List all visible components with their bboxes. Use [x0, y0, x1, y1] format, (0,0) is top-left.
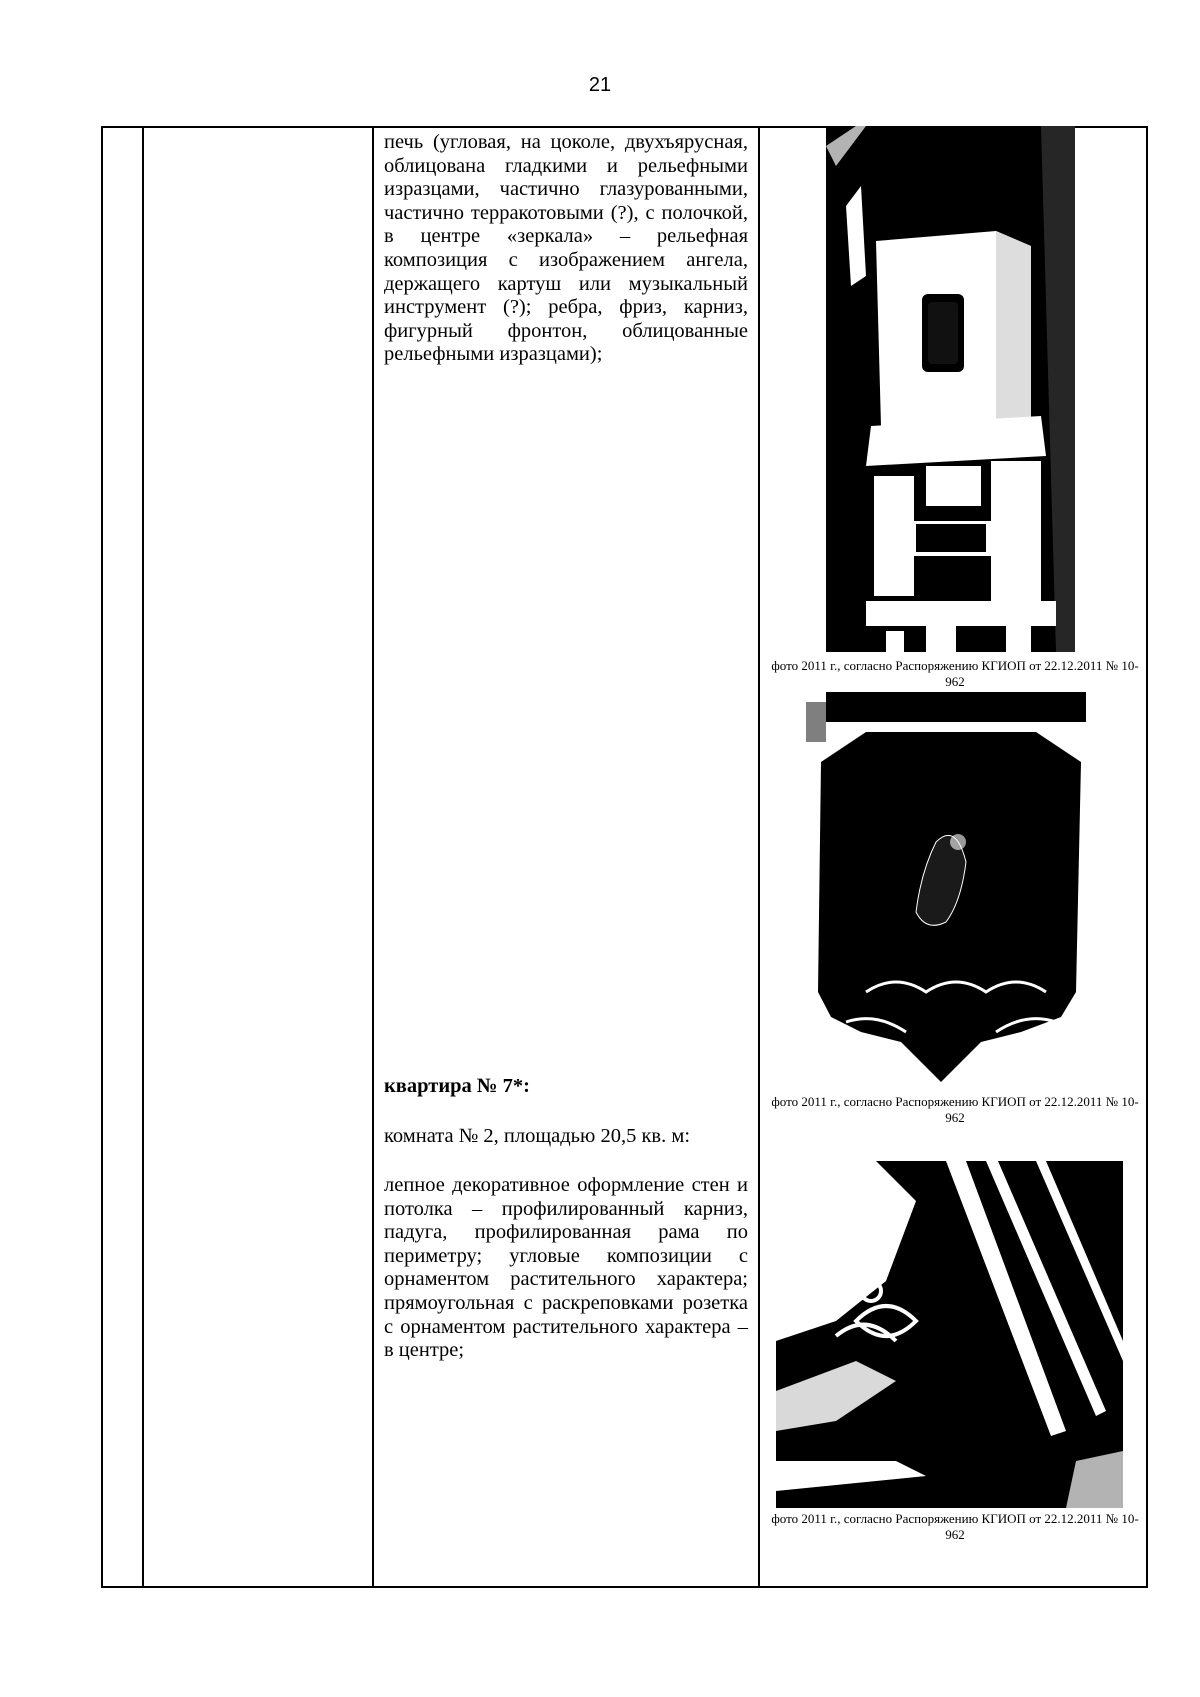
- stove-description: печь (угловая, на цоколе, двухъярусная, облицована гладкими и рельефными изразцами, частично глазурованными, частично терракотовыми (?), с полочкой, в центре «зеркала» – рельефная композиция с изображением ангела, держащего картуш или музыкальный инструмент (?); ребра, фриз, карниз, фигурный фронтон, облицованные рельефными изразцами);: [384, 131, 748, 366]
- column-divider: [142, 126, 144, 1588]
- photo-caption: фото 2011 г., согласно Распоряжению КГИОП от 22.12.2011 № 10-962: [771, 1511, 1139, 1542]
- apartment-heading: квартира № 7*:: [384, 1075, 530, 1097]
- relief-angel-photo: [806, 692, 1096, 1088]
- stucco-ornament-photo: [776, 1161, 1123, 1508]
- stucco-description: лепное декоративное оформление стен и потолка – профилированный карниз, падуга, профилированная рама по периметру; угловые композиции с орнаментом растительного характера; прямоугольная с раскреповками розетка с орнаментом растительного характера – в центре;: [384, 1174, 748, 1362]
- room-line: комната № 2, площадью 20,5 кв. м:: [384, 1125, 691, 1147]
- column-divider: [372, 126, 374, 1588]
- page-number: 21: [588, 74, 612, 96]
- photo-caption: фото 2011 г., согласно Распоряжению КГИОП от 22.12.2011 № 10-962: [771, 1094, 1139, 1125]
- column-divider: [758, 126, 760, 1588]
- stove-photo: [826, 126, 1075, 652]
- photo-caption: фото 2011 г., согласно Распоряжению КГИОП от 22.12.2011 № 10-962: [771, 658, 1139, 689]
